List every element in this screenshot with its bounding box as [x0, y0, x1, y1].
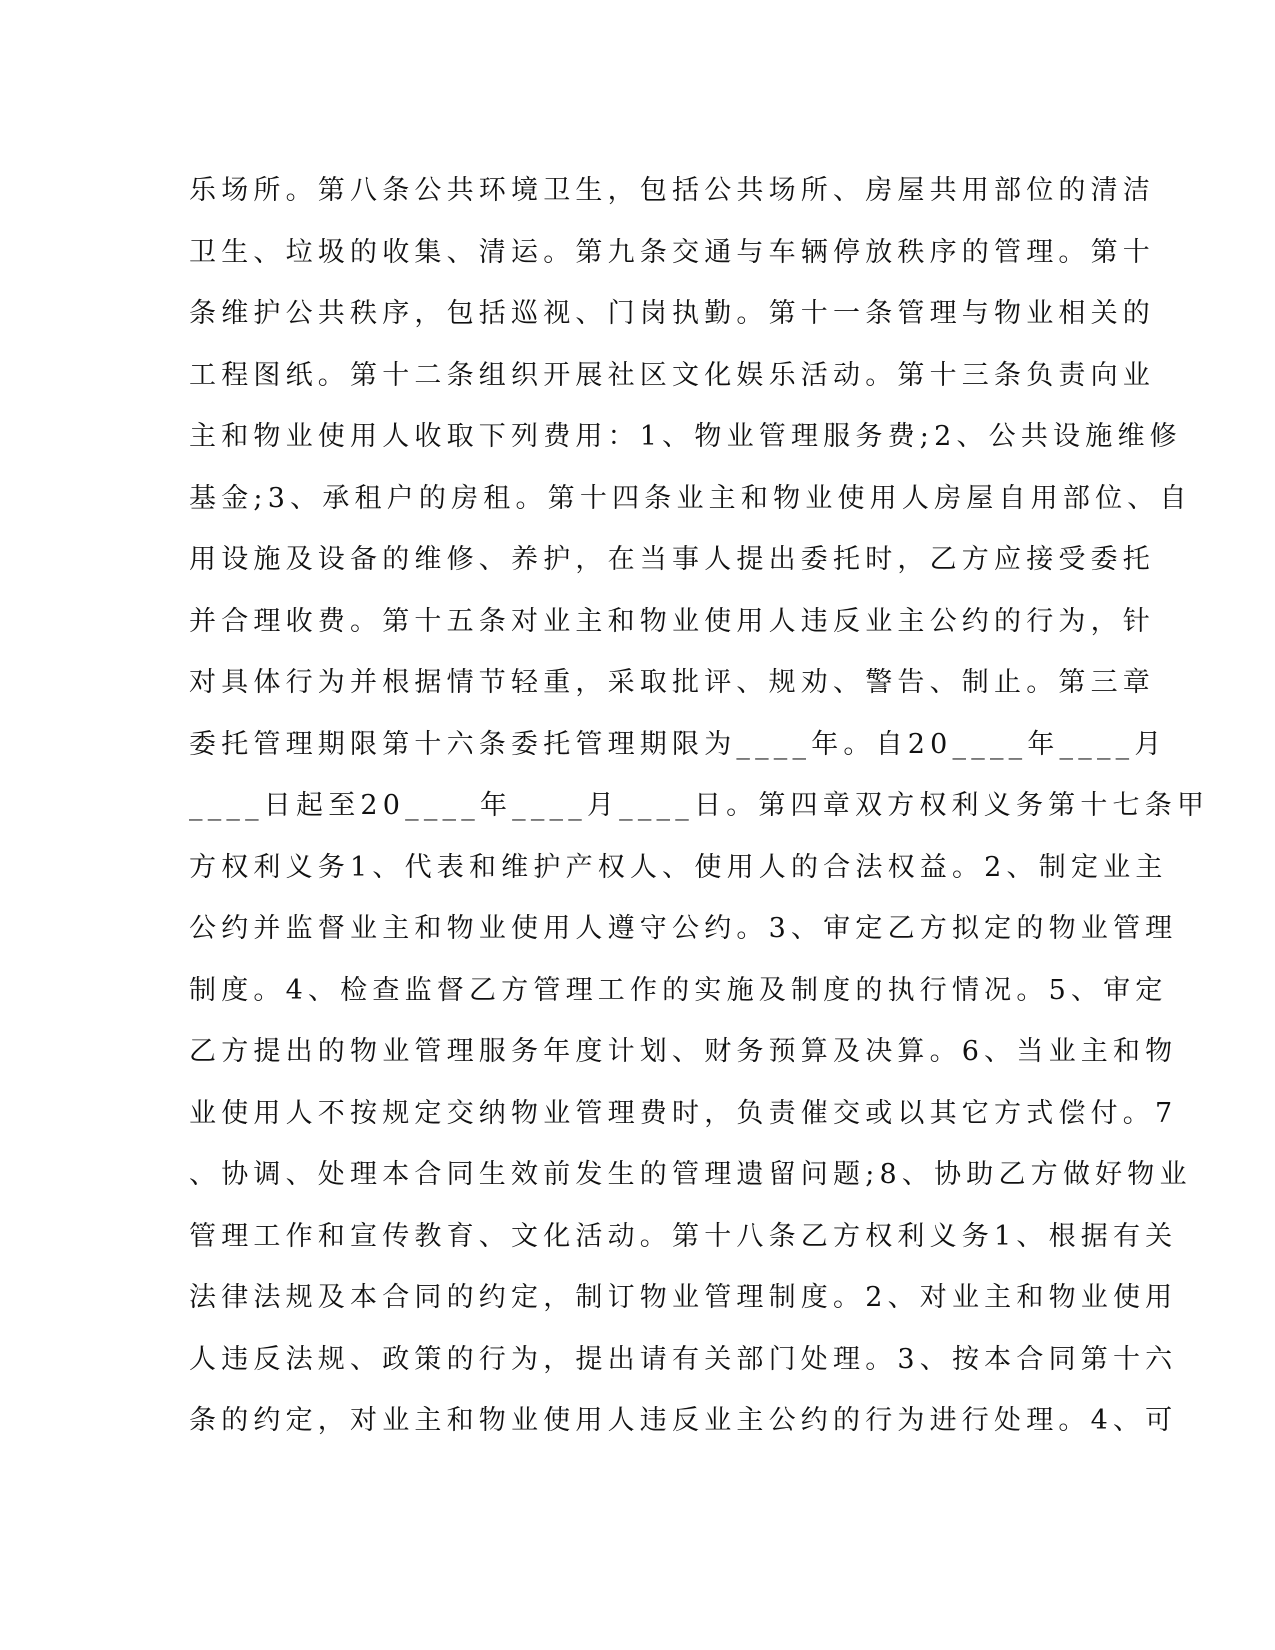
text-line: 条维护公共秩序，包括巡视、门岗执勤。第十一条管理与物业相关的: [189, 298, 1155, 329]
text-line: 工程图纸。第十二条组织开展社区文化娱乐活动。第十三条负责向业: [189, 359, 1155, 391]
text-line: 委托管理期限第十六条委托管理期限为____年。自20____年____月: [189, 728, 1167, 760]
text-line: 制度。4、检查监督乙方管理工作的实施及制度的执行情况。5、审定: [189, 974, 1168, 1006]
text-line: ____日起至20____年____月____日。第四章双方权利义务第十七条甲: [189, 790, 1210, 821]
text-line: 法律法规及本合同的约定，制订物业管理制度。2、对业主和物业使用: [189, 1282, 1178, 1313]
text-line: 并合理收费。第十五条对业主和物业使用人违反业主公约的行为，针: [189, 605, 1155, 637]
text-line: 人违反法规、政策的行为，提出请有关部门处理。3、按本合同第十六: [189, 1343, 1178, 1375]
text-line: 管理工作和宣传教育、文化活动。第十八条乙方权利义务1、根据有关: [189, 1220, 1178, 1252]
text-line: 公约并监督业主和物业使用人遵守公约。3、审定乙方拟定的物业管理: [189, 913, 1178, 944]
text-line: 主和物业使用人收取下列费用：1、物业管理服务费;2、公共设施维修: [189, 421, 1182, 452]
text-line: 业使用人不按规定交纳物业管理费时，负责催交或以其它方式偿付。7: [189, 1097, 1178, 1129]
text-line: 乐场所。第八条公共环境卫生，包括公共场所、房屋共用部位的清洁: [189, 175, 1155, 206]
text-line: 用设施及设备的维修、养护，在当事人提出委托时，乙方应接受委托: [189, 544, 1155, 575]
text-line: 乙方提出的物业管理服务年度计划、财务预算及决算。6、当业主和物: [189, 1036, 1178, 1067]
text-line: 基金;3、承租户的房租。第十四条业主和物业使用人房屋自用部位、自: [189, 482, 1192, 514]
text-line: 卫生、垃圾的收集、清运。第九条交通与车辆停放秩序的管理。第十: [189, 236, 1155, 268]
text-line: 对具体行为并根据情节轻重，采取批评、规劝、警告、制止。第三章: [189, 667, 1155, 698]
text-line: 、协调、处理本合同生效前发生的管理遗留问题;8、协助乙方做好物业: [189, 1159, 1192, 1190]
text-line: 条的约定，对业主和物业使用人违反业主公约的行为进行处理。4、可: [189, 1405, 1178, 1436]
contract-body-text: [189, 160, 1210, 1452]
text-line: 方权利义务1、代表和维护产权人、使用人的合法权益。2、制定业主: [189, 851, 1168, 883]
